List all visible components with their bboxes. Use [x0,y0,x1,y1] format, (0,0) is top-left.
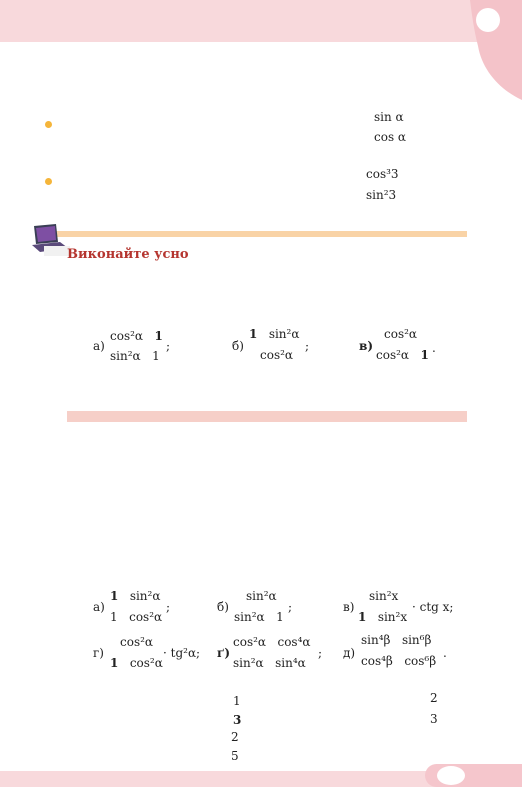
page-tab-decoration [425,764,522,787]
ex-d-numerator: cos²α [120,635,154,649]
ex-f-end: . [443,646,447,660]
oral-c-numerator: cos²α [384,327,418,341]
ex-a-label: а) [93,600,105,614]
ex-e-label: ґ) [217,646,231,660]
ex-b-denominator: sin²α 1 [234,610,284,624]
ex-c-tail: · ctg x; [412,600,454,614]
oral-c-denominator: cos²α 1 [376,348,429,362]
ex-a-numerator: 1 sin²α [110,589,161,603]
oral-a-denominator: sin²α 1 [110,349,160,363]
laptop-icon [30,222,70,256]
ex-b-end: ; [288,600,293,614]
ex-e-denominator: sin²α sin⁴α [233,656,306,670]
fraction-1-denominator: cos α [374,130,407,144]
corner-decoration [470,0,522,100]
oral-b-numerator: 1 sin²α [249,327,300,341]
ex-e-end: ; [318,646,323,660]
ex-c-label: в) [343,600,355,614]
ex-e-numerator: cos²α cos⁴α [233,635,311,649]
number-label: 5 [231,749,239,763]
ex-f-numerator: sin⁴β sin⁶β [361,633,432,647]
ex-c-denominator: 1 sin²x [358,610,408,624]
section-divider [67,411,467,422]
ex-d-denominator: 1 cos²α [110,656,163,670]
fraction-2-numerator: cos³3 [366,167,399,181]
oral-c-label: в) [359,339,374,353]
header-band [0,0,522,42]
ex-b-numerator: sin²α [246,589,277,603]
ex-b-label: б) [217,600,229,614]
ex-a-end: ; [166,600,171,614]
ex-d-tail: · tg²α; [163,646,201,660]
oral-b-denominator: cos²α [260,348,294,362]
ex-c-numerator: sin²x [369,589,399,603]
oral-a-numerator: cos²α 1 [110,329,163,343]
oral-b-label: б) [232,339,244,353]
number-label: 1 [233,694,241,708]
fraction-2-denominator: sin²3 [366,188,397,202]
number-label: 3 [233,713,242,727]
bullet-dot [45,121,52,128]
oral-a-end: ; [166,339,171,353]
oral-c-end: . [432,341,436,355]
fraction-1-numerator: sin α [374,110,404,124]
ex-d-label: г) [93,646,104,660]
bullet-dot [45,178,52,185]
number-label: 3 [430,712,438,726]
oral-b-end: ; [305,339,310,353]
ex-f-label: д) [343,646,356,660]
oral-a-label: а) [93,339,105,353]
number-label: 2 [430,691,438,705]
ex-a-denominator: 1 cos²α [110,610,163,624]
number-label: 2 [231,730,239,744]
section-divider [50,231,467,237]
ex-f-denominator: cos⁴β cos⁶β [361,654,437,668]
section-title: Виконайте усно [67,247,189,262]
